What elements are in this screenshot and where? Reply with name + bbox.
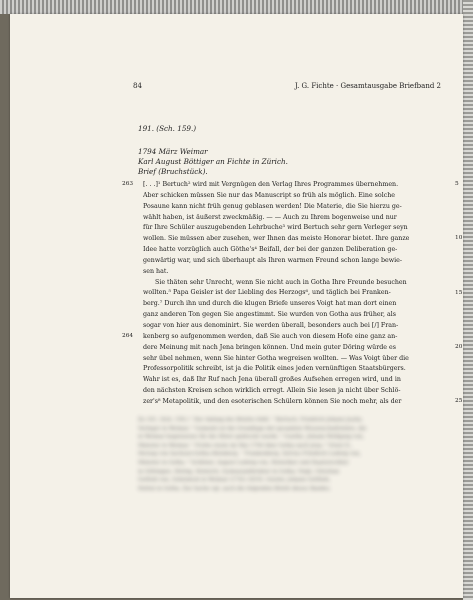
line-number: 20 <box>455 343 463 350</box>
text-line: Wahr ist es, daß Ihr Ruf nach Jena überall großes Aufsehen erregen wird, und in <box>143 376 401 384</box>
letter-correspondents: Karl August Böttiger an Fichte in Zürich. <box>138 157 288 166</box>
text-line: sehr übel nehmen, wenn Sie hinter Gotha wegreisen wollten. — Was Voigt über die <box>143 354 409 362</box>
text-line: sogar von hier aus denominirt. Sie werden überall, besonders auch bei [/] Fran- <box>143 321 399 329</box>
text-line: wollen. Sie müssen aber zusehen, wer Ihnen das meiste Honorar bietet. Ihre ganze <box>143 235 410 243</box>
text-line: kenberg so aufgenommen werden, daß Sie auch von diesem Hofe eine ganz an- <box>143 332 398 340</box>
commentary-line: Minister in Gotha. ⁸ Schlözer, August Ludwig von, Historiker und Staatsrechtler <box>138 459 349 466</box>
scanner-top-strip <box>0 0 473 14</box>
text-line: Professorpolitik schreibt, ist ja die Politik eines jeden vernünftigen Staatsbürgers. <box>143 365 406 373</box>
commentary-line: Herzog von Sachsen-Gotha-Altenburg. ⁷ Frankenberg, Sylvius Friedrich Ludwig von, <box>138 451 361 458</box>
text-line: Sie thäten sehr Unrecht, wenn Sie nicht auch in Gotha Ihre Freunde besuchen <box>155 278 407 286</box>
text-line: ganz anderen Ton gegen Sie angestimmt. Sie wurden von Gotha aus früher, als <box>143 311 396 319</box>
text-line: genwärtig war, und sich überhaupt als Ihren warmen Freund schon lange bewie- <box>143 256 402 264</box>
line-number: 5 <box>455 181 459 187</box>
book-page <box>10 14 463 598</box>
text-line: berg.⁷ Durch ihn und durch die klugen Briefe unseres Voigt hat man dort einen <box>143 300 397 308</box>
commentary-apparatus <box>138 416 444 493</box>
text-line: wollten.⁵ Papa Geisler ist der Liebling des Herzogs⁶, und täglich bei Franken- <box>143 289 391 297</box>
text-line: zer's⁸ Metapolitik, und den esoterischen Schülern können Sie noch mehr, als der <box>143 397 402 405</box>
commentary-line: in Göttingen. Döring, Heinrich, Gymnasialdirektor in Gotha; Voigt, Christian <box>138 468 340 475</box>
letter-header <box>138 124 438 177</box>
source-page-number: 263 <box>122 181 134 187</box>
commentary-line: Gottlob von, Geheimrat in Weimar (1743–1819). Geisler, Johann Gottlieb, <box>138 477 331 484</box>
letter-body <box>143 180 447 408</box>
text-line: dere Meinung mit nach Jena bringen können. Und mein guter Döring würde es <box>143 343 396 351</box>
line-number: 15 <box>455 289 463 296</box>
line-number: 10 <box>455 235 463 242</box>
text-line: Idee hatte vorzüglich auch Göthe's⁴ Beifall, der bei der ganzen Deliberation ge- <box>143 246 398 254</box>
commentary-line: Hofrat in Gotha. Zur Sache vgl. auch die folgenden Briefe dieses Bandes. <box>138 485 332 492</box>
text-line: wählt haben, ist äußerst zweckmäßig. — — Auch zu Ihrem bogenweise und nur <box>143 213 397 221</box>
text-line: Posaune kann nicht früh genug geblasen werden! Die Materie, die Sie hierzu ge- <box>143 202 402 210</box>
letter-date-place: 1794 März Weimar <box>138 147 208 156</box>
text-line: sen hat. <box>143 267 169 275</box>
commentary-line: in Weimar bogenweise für die Hörer gedruckt wurde. ⁴ Goethe, Johann Wolfgang von, <box>138 434 365 441</box>
commentary-line: Verleger in Weimar. ³ Gemeint ist die Grundlage der gesamten Wissenschaftslehre, die <box>138 425 367 432</box>
text-line: den nächsten Kreisen schon wirklich erregt. Allein Sie lesen ja nicht über Schlö- <box>143 387 401 395</box>
page-number: 84 <box>133 82 142 90</box>
scanner-edge-strip <box>463 0 473 600</box>
commentary-line: Zu 191. (Sch. 159.) ¹ Der Anfang des Briefes fehlt. ² Bertuch, Friedrich Johann Justin, <box>138 417 364 423</box>
running-head <box>10 82 463 94</box>
text-line: [. . .]¹ Bertuch² wird mit Vergnügen den Verlag Ihres Programmes übernehmen. <box>143 181 399 188</box>
commentary-line: Minister in Weimar. ⁵ Fichte reiste im Mai 1794 über Gotha nach Jena. ⁶ Ernst II., <box>138 442 353 449</box>
letter-number: 191. (Sch. 159.) <box>138 124 197 133</box>
letter-document-type: Brief (Bruchstück). <box>138 167 208 176</box>
source-page-number: 264 <box>122 332 134 339</box>
line-number: 25 <box>455 398 463 404</box>
text-line: für Ihre Schüler auszugebenden Lehrbuche³ wird Bertuch sehr gern Verleger seyn <box>143 224 408 232</box>
running-head-title: J. G. Fichte · Gesamtausgabe Briefband 2 <box>294 82 441 90</box>
text-line: Aber schicken müssen Sie nur das Manuscript so früh als möglich. Eine solche <box>143 191 396 199</box>
